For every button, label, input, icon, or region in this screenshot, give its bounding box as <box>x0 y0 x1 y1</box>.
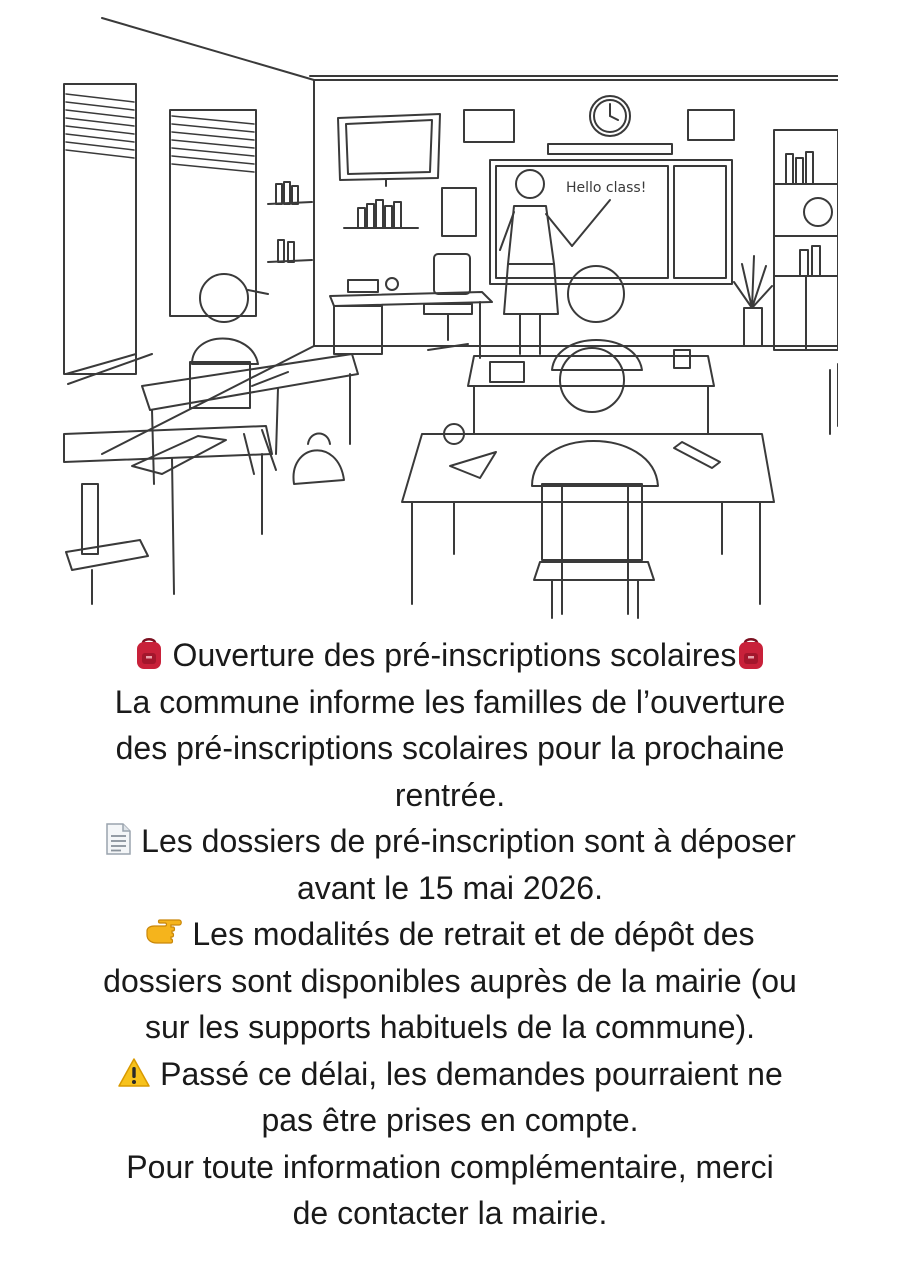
board-text: Hello class! <box>566 180 647 196</box>
wall-frame <box>688 110 734 140</box>
student-left <box>190 274 288 474</box>
deadline-line: avant le 15 mai 2026. <box>297 869 603 906</box>
contact-line: Pour toute information complémentaire, merci <box>126 1148 774 1185</box>
backpack-icon <box>134 636 164 670</box>
warning-line: pas être prises en compte. <box>261 1102 639 1138</box>
wall-poster <box>442 188 476 236</box>
warning-icon <box>117 1057 151 1089</box>
backpack-icon <box>736 636 766 670</box>
student-desk-back-right <box>468 350 714 434</box>
modalities-line <box>40 911 860 958</box>
modalities-line: dossiers sont disponibles auprès de la mairie (ou <box>103 962 797 999</box>
classroom-illustration <box>62 14 838 620</box>
wall-frame <box>464 110 514 142</box>
warning-line <box>40 1051 860 1098</box>
deadline-line <box>40 818 860 865</box>
page-facing-up-icon <box>104 822 132 856</box>
plant <box>734 256 772 346</box>
right-bookshelf <box>774 130 838 350</box>
deadline-text: Les dossiers de pré-inscription sont à déposer <box>141 823 796 859</box>
projector-bar <box>548 144 672 154</box>
student-desk-front-left <box>64 426 272 594</box>
book-shelf-wall <box>344 200 418 228</box>
announcement-title: Ouverture des pré-inscriptions scolaires <box>172 637 737 673</box>
contact-line: de contacter la mairie. <box>292 1195 608 1231</box>
whiteboard <box>490 160 732 284</box>
floor-backpack <box>294 434 344 485</box>
intro-line: rentrée. <box>394 776 506 813</box>
left-shelves <box>268 182 312 262</box>
intro-line: des pré-inscriptions scolaires pour la prochaine <box>115 730 785 766</box>
student-front-center <box>532 348 658 618</box>
teacher-figure <box>500 170 610 354</box>
student-desk-front-right <box>402 424 774 604</box>
student-back-center <box>552 266 642 370</box>
modalities-line: sur les supports habituels de la commune). <box>144 1009 756 1045</box>
left-window <box>64 84 152 384</box>
modalities-text: Les modalités de retrait et de dépôt des <box>192 916 755 952</box>
intro-line: La commune informe les familles de l’ouverture <box>114 683 786 720</box>
announcement-title-line <box>40 632 860 679</box>
backhand-index-pointing-right-icon <box>145 919 183 949</box>
right-edge-chair <box>830 364 838 434</box>
wall-tv <box>338 114 440 186</box>
wall-clock <box>590 96 630 136</box>
student-chair-front-left <box>66 484 148 604</box>
warning-text: Passé ce délai, les demandes pourraient ne <box>160 1055 783 1092</box>
announcement-text <box>40 632 860 1237</box>
